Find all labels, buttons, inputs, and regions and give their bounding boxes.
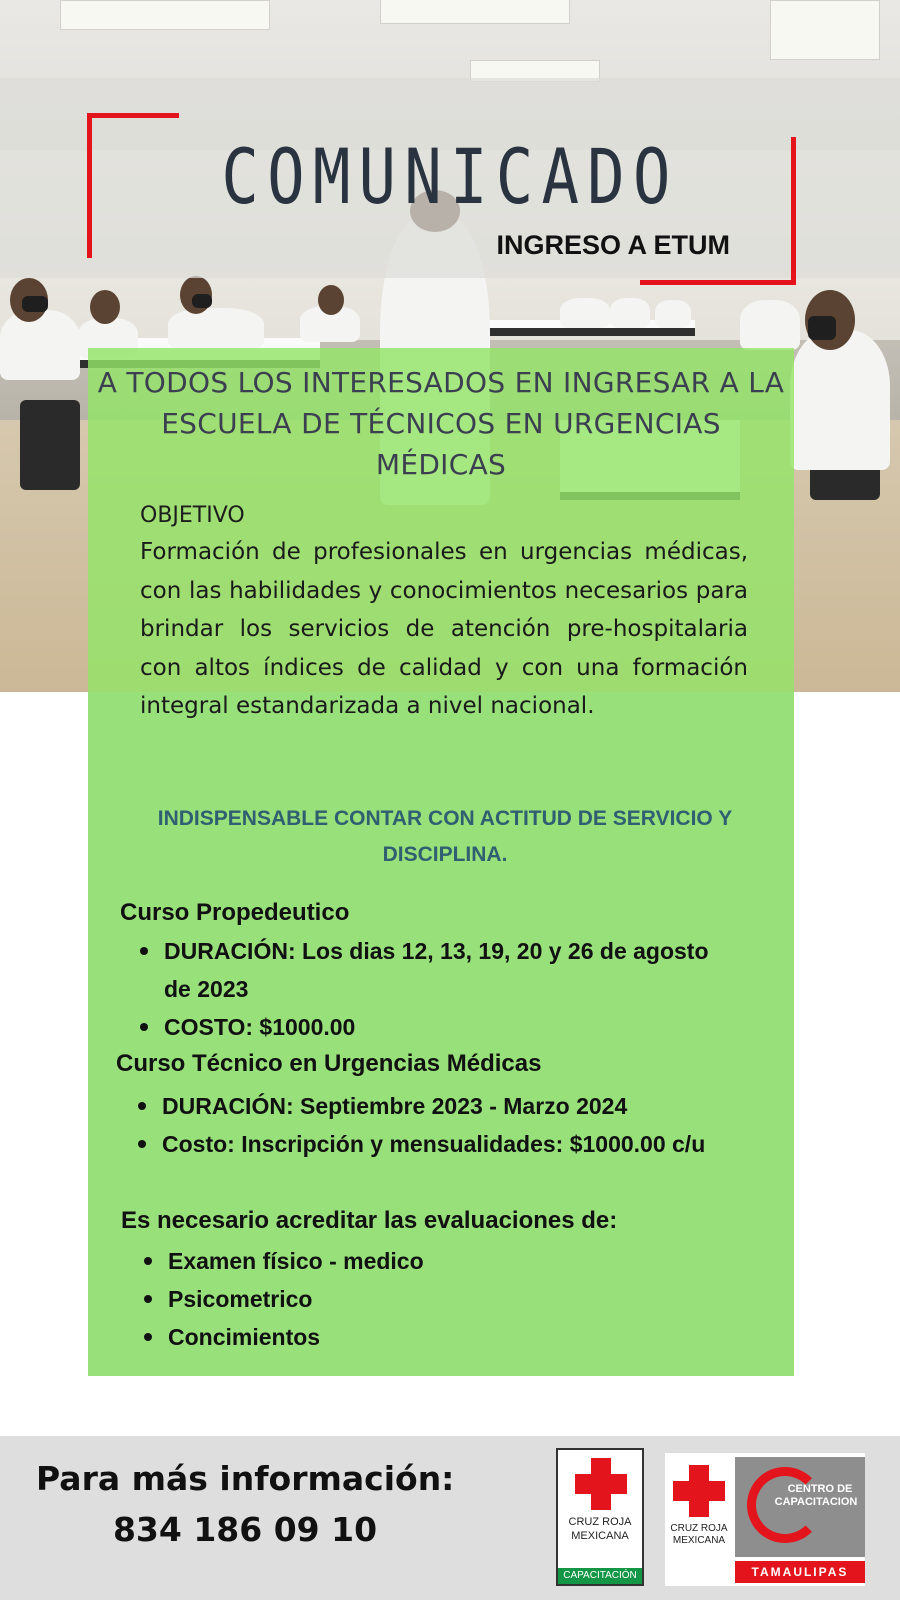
logo-text: CENTRO DE bbox=[787, 1483, 853, 1495]
photo-face-mask bbox=[192, 294, 212, 308]
course-tecnico-title: Curso Técnico en Urgencias Médicas bbox=[116, 1050, 542, 1077]
photo-person-head bbox=[318, 285, 344, 315]
evaluations-list bbox=[142, 1242, 702, 1356]
logo-bar: TAMAULIPAS bbox=[735, 1561, 865, 1583]
announcement-heading: A TODOS LOS INTERESADOS EN INGRESAR A LA ESCUELA DE TÉCNICOS EN URGENCIAS MÉDICAS bbox=[97, 366, 785, 481]
requirement-notice: INDISPENSABLE CONTAR CON ACTITUD DE SERVICIO Y DISCIPLINA. bbox=[157, 807, 733, 866]
objective-text: Formación de profesionales en urgencias médicas, con las habilidades y conocimientos necesarios para brindar los servicios de atención pre-hospitalaria con altos índices de calidad y con una formación integral estandarizada a nivel nacional. bbox=[140, 539, 748, 719]
logo-bar: CAPACITACIÓN bbox=[558, 1568, 642, 1584]
photo-person bbox=[560, 298, 610, 328]
contact-phone[interactable]: 834 186 09 10 bbox=[112, 1510, 378, 1549]
list-item: COSTO: $1000.00 bbox=[138, 1008, 738, 1046]
course-propedeutico-title: Curso Propedeutico bbox=[120, 899, 350, 926]
red-frame-corner bbox=[87, 113, 92, 258]
list-item: DURACIÓN: Los dias 12, 13, 19, 20 y 26 de agosto de 2023 bbox=[138, 932, 738, 1008]
photo-person bbox=[610, 298, 650, 328]
photo-person bbox=[790, 330, 890, 470]
objective-label: OBJETIVO bbox=[140, 503, 245, 528]
logo-text: CRUZ ROJA bbox=[568, 1516, 632, 1528]
logo-text: MEXICANA bbox=[672, 1535, 726, 1546]
list-item: Examen físico - medico bbox=[142, 1242, 702, 1280]
red-cross-icon bbox=[673, 1481, 725, 1501]
red-frame-corner bbox=[791, 137, 796, 285]
logo-text: CAPACITACION bbox=[774, 1496, 858, 1508]
red-cross-icon bbox=[575, 1474, 627, 1494]
course-propedeutico-list bbox=[138, 932, 738, 1046]
list-item: DURACIÓN: Septiembre 2023 - Marzo 2024 bbox=[136, 1087, 756, 1125]
photo-ceiling-light bbox=[380, 0, 570, 24]
photo-face-mask bbox=[808, 316, 836, 340]
page-title: COMUNICADO bbox=[221, 132, 679, 221]
logo-text: CRUZ ROJA bbox=[670, 1523, 728, 1534]
page-subtitle: INGRESO A ETUM bbox=[496, 230, 730, 260]
course-tecnico-list bbox=[136, 1087, 756, 1163]
red-frame-corner bbox=[87, 113, 179, 118]
cruz-roja-capacitacion-logo bbox=[556, 1448, 644, 1586]
photo-person-head bbox=[90, 290, 120, 324]
list-item: Psicometrico bbox=[142, 1280, 702, 1318]
contact-label: Para más información: bbox=[36, 1459, 455, 1498]
photo-chair bbox=[20, 400, 80, 490]
photo-ceiling-light bbox=[60, 0, 270, 30]
list-item: Concimientos bbox=[142, 1318, 702, 1356]
photo-person bbox=[0, 310, 80, 380]
photo-face-mask bbox=[22, 296, 48, 312]
photo-person bbox=[168, 308, 264, 348]
centro-capacitacion-logo bbox=[665, 1453, 865, 1586]
photo-person bbox=[655, 300, 691, 328]
photo-ceiling-light bbox=[770, 0, 880, 60]
photo-person bbox=[740, 300, 800, 350]
red-frame-corner bbox=[640, 280, 796, 285]
evaluations-title: Es necesario acreditar las evaluaciones de: bbox=[121, 1207, 618, 1234]
list-item: Costo: Inscripción y mensualidades: $1000.00 c/u bbox=[136, 1125, 756, 1163]
logo-text: MEXICANA bbox=[571, 1530, 629, 1542]
